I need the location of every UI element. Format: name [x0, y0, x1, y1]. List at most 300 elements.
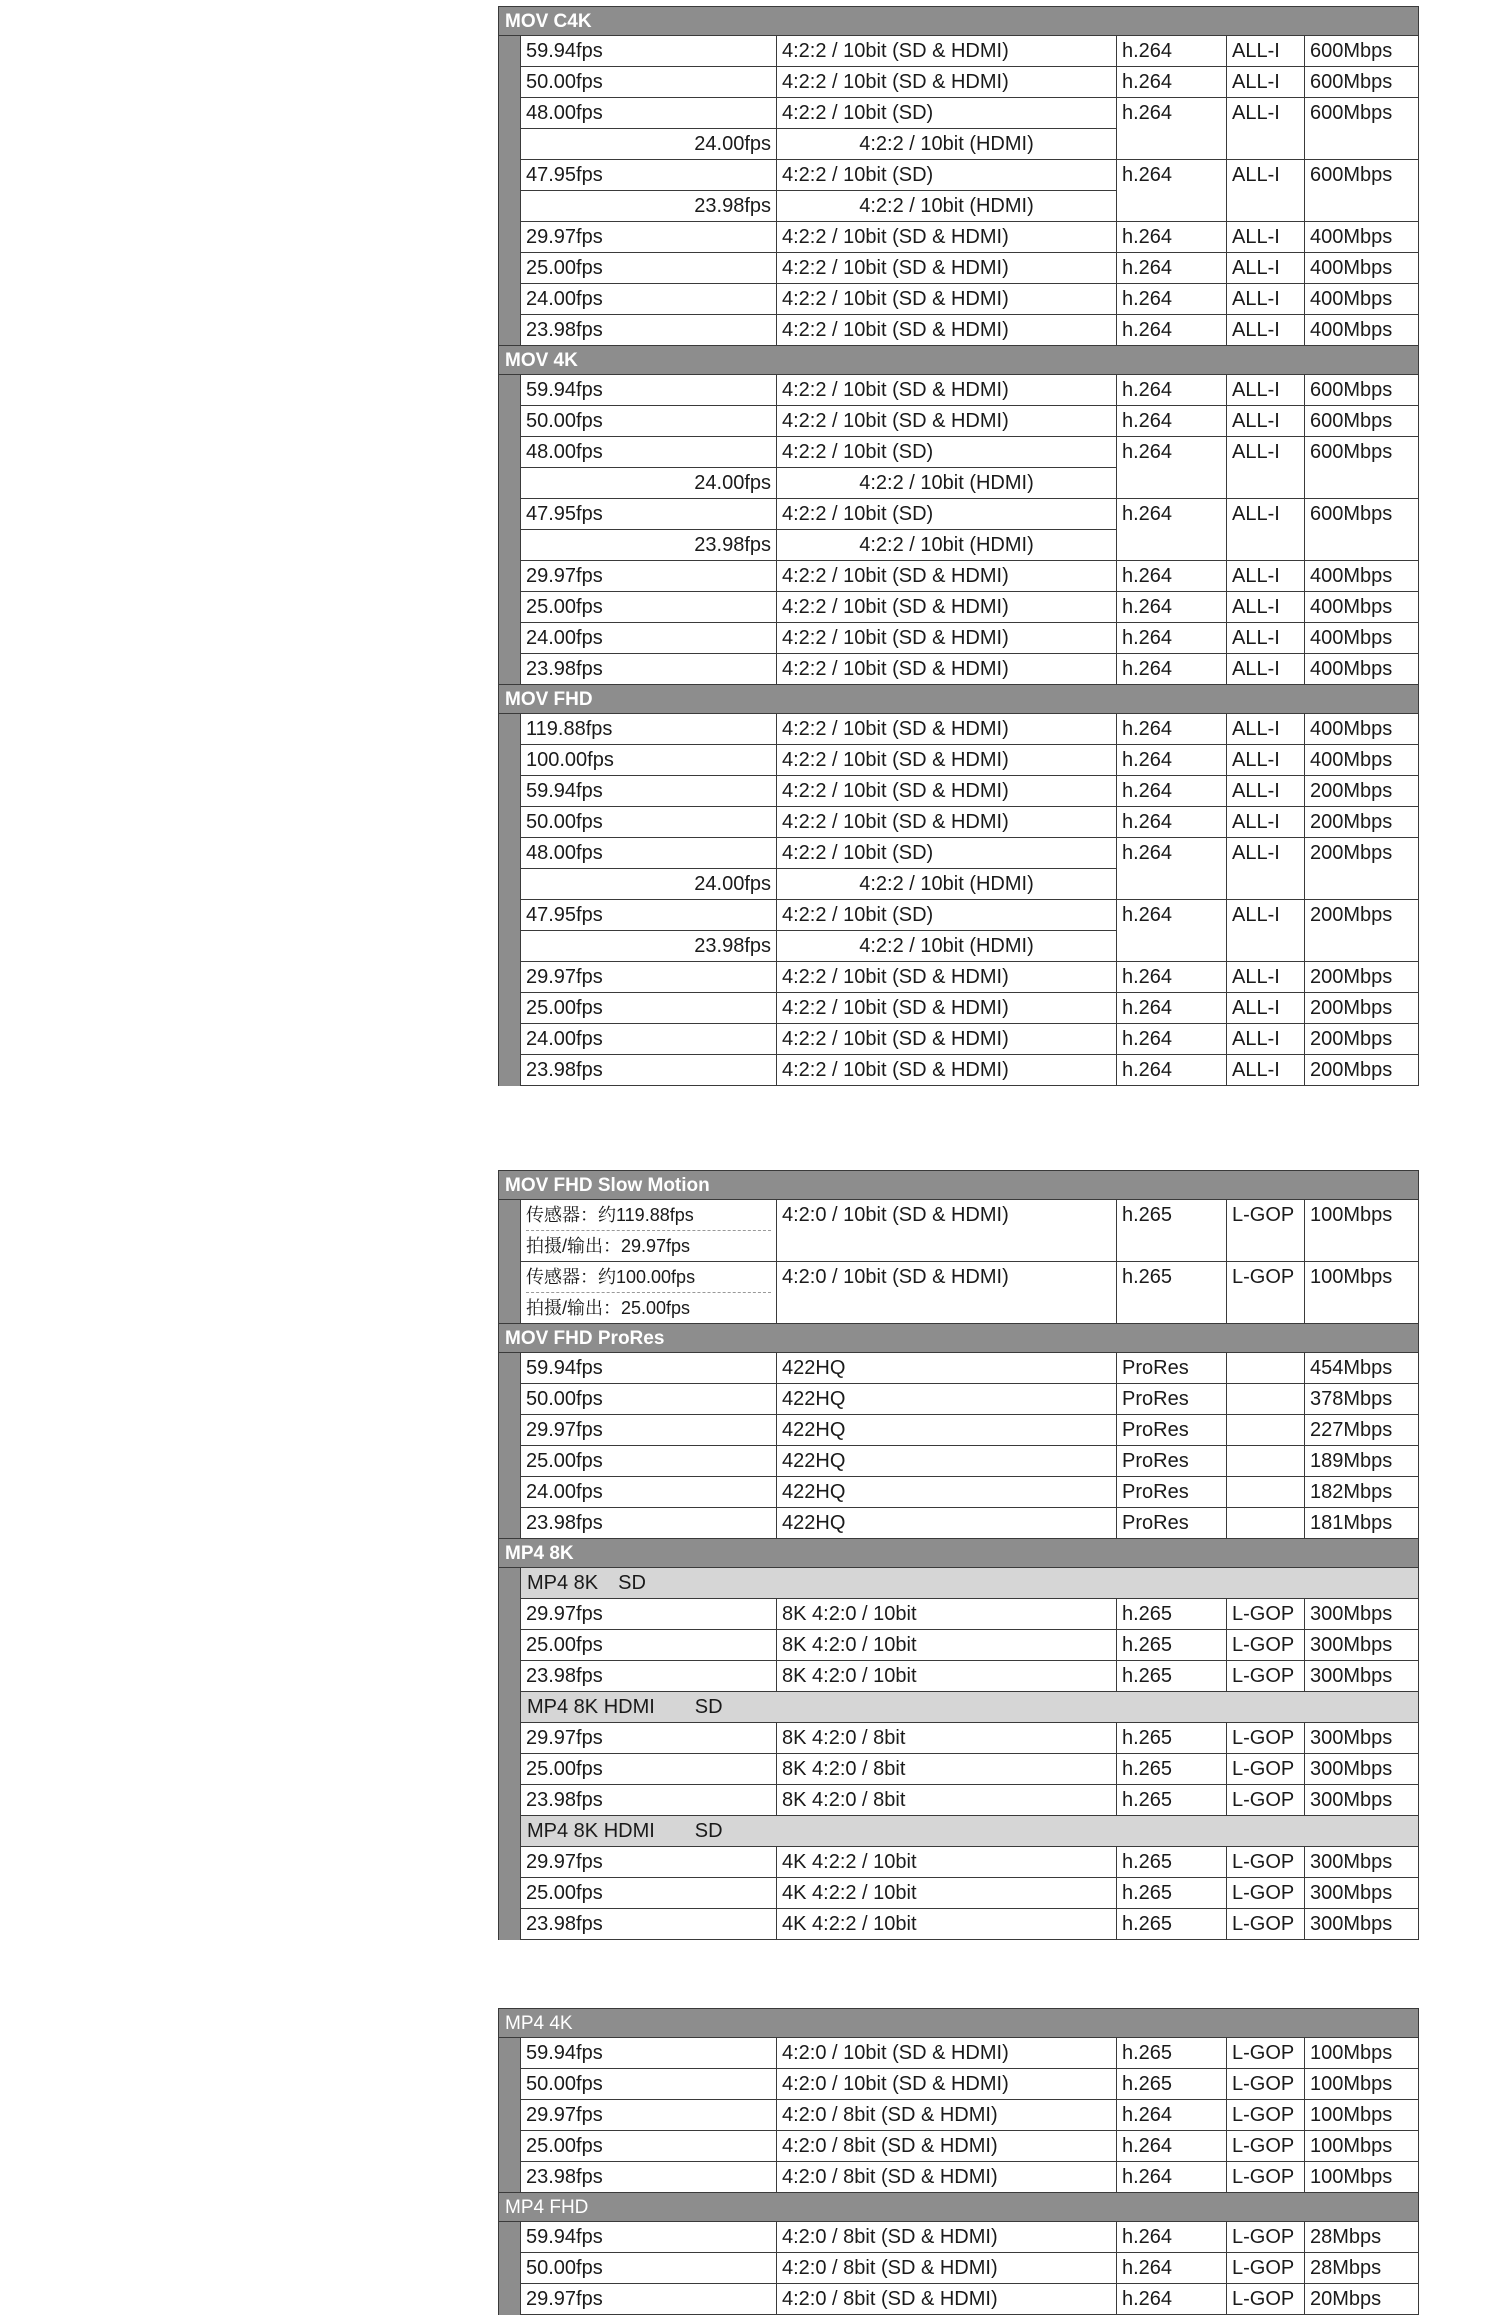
format-cell: 4:2:2 / 10bit (SD) [777, 437, 1117, 468]
fps-cell: 59.94fps [521, 776, 777, 807]
codec-cell: h.265 [1117, 1878, 1227, 1909]
bitrate-cell: 200Mbps [1305, 1024, 1419, 1055]
section-title: MOV FHD ProRes [499, 1324, 1419, 1353]
gop-cell: ALL-I [1227, 36, 1305, 67]
gop-cell: ALL-I [1227, 160, 1305, 222]
format-cell: 8K 4:2:0 / 8bit [777, 1754, 1117, 1785]
bitrate-cell: 600Mbps [1305, 406, 1419, 437]
hdmi-fps-cell: 24.00fps [521, 869, 777, 900]
fps-cell: 25.00fps [521, 1754, 777, 1785]
table-row [499, 36, 1419, 67]
fps-cell: 47.95fps [521, 900, 777, 931]
spec-table-mov [498, 6, 1419, 1086]
table-row [499, 1785, 1419, 1816]
hdmi-format-cell: 4:2:2 / 10bit (HDMI) [777, 931, 1117, 962]
codec-cell: h.264 [1117, 160, 1227, 222]
gop-cell: L-GOP [1227, 2284, 1305, 2315]
table-row [499, 1909, 1419, 1940]
gop-cell: ALL-I [1227, 561, 1305, 592]
fps-cell: 59.94fps [521, 36, 777, 67]
table-row [499, 2038, 1419, 2069]
section-title: MOV FHD Slow Motion [499, 1171, 1419, 1200]
fps-cell: 23.98fps [521, 1508, 777, 1539]
subsection-title: MP4 8K HDMI SD [521, 1692, 1419, 1723]
codec-cell: h.264 [1117, 561, 1227, 592]
table-row [499, 1055, 1419, 1086]
bitrate-cell: 300Mbps [1305, 1878, 1419, 1909]
table-row [499, 375, 1419, 406]
fps-cell: 48.00fps [521, 98, 777, 129]
bitrate-cell: 600Mbps [1305, 36, 1419, 67]
gop-cell: L-GOP [1227, 1878, 1305, 1909]
codec-cell: h.264 [1117, 253, 1227, 284]
format-cell: 4:2:2 / 10bit (SD & HDMI) [777, 1055, 1117, 1086]
fps-cell: 50.00fps [521, 406, 777, 437]
sensor-fps-text: 传感器：约100.00fps [526, 1267, 696, 1287]
table-row [499, 1353, 1419, 1384]
slowmo-fps-cell [521, 1262, 777, 1324]
fps-cell: 29.97fps [521, 2100, 777, 2131]
bitrate-cell: 400Mbps [1305, 745, 1419, 776]
fps-cell: 59.94fps [521, 1353, 777, 1384]
bitrate-cell: 200Mbps [1305, 900, 1419, 962]
codec-cell: h.265 [1117, 1200, 1227, 1262]
section-header [499, 2193, 1419, 2222]
section-side-bar [499, 1353, 521, 1539]
section-side-bar [499, 1568, 521, 1940]
fps-cell: 25.00fps [521, 1878, 777, 1909]
fps-cell: 23.98fps [521, 315, 777, 346]
fps-cell: 59.94fps [521, 375, 777, 406]
fps-cell: 59.94fps [521, 2038, 777, 2069]
gop-cell: L-GOP [1227, 1630, 1305, 1661]
bitrate-cell: 300Mbps [1305, 1661, 1419, 1692]
fps-cell: 25.00fps [521, 1446, 777, 1477]
section-title: MP4 4K [499, 2009, 1419, 2038]
fps-cell: 48.00fps [521, 838, 777, 869]
table-row [499, 745, 1419, 776]
fps-cell: 50.00fps [521, 807, 777, 838]
format-cell: 8K 4:2:0 / 10bit [777, 1599, 1117, 1630]
table-row [499, 1661, 1419, 1692]
codec-cell: h.264 [1117, 1055, 1227, 1086]
subsection-header [499, 1568, 1419, 1599]
bitrate-cell: 200Mbps [1305, 838, 1419, 900]
bitrate-cell: 300Mbps [1305, 1909, 1419, 1940]
fps-cell: 23.98fps [521, 1785, 777, 1816]
section-title: MOV FHD [499, 685, 1419, 714]
table-row [499, 1262, 1419, 1324]
format-cell: 4:2:2 / 10bit (SD) [777, 160, 1117, 191]
gop-cell: ALL-I [1227, 437, 1305, 499]
section-title: MP4 FHD [499, 2193, 1419, 2222]
format-cell: 4:2:2 / 10bit (SD) [777, 98, 1117, 129]
format-cell: 4:2:2 / 10bit (SD & HDMI) [777, 222, 1117, 253]
bitrate-cell: 378Mbps [1305, 1384, 1419, 1415]
table-row [499, 654, 1419, 685]
table-row [499, 1384, 1419, 1415]
format-cell: 4:2:0 / 10bit (SD & HDMI) [777, 2069, 1117, 2100]
format-cell: 4:2:2 / 10bit (SD & HDMI) [777, 776, 1117, 807]
hdmi-format-cell: 4:2:2 / 10bit (HDMI) [777, 468, 1117, 499]
section-header [499, 346, 1419, 375]
bitrate-cell: 400Mbps [1305, 315, 1419, 346]
format-cell: 4:2:2 / 10bit (SD & HDMI) [777, 592, 1117, 623]
bitrate-cell: 300Mbps [1305, 1847, 1419, 1878]
subsection-title: MP4 8K SD [521, 1568, 1419, 1599]
codec-cell: h.265 [1117, 1723, 1227, 1754]
table-row [499, 1477, 1419, 1508]
codec-cell: h.265 [1117, 2038, 1227, 2069]
codec-cell: h.265 [1117, 1630, 1227, 1661]
table-row [499, 807, 1419, 838]
table-row [499, 838, 1419, 869]
table-row [499, 1024, 1419, 1055]
section-header [499, 1171, 1419, 1200]
table-row [499, 2162, 1419, 2193]
format-cell: 8K 4:2:0 / 10bit [777, 1630, 1117, 1661]
fps-cell: 59.94fps [521, 2222, 777, 2253]
format-cell: 4:2:0 / 10bit (SD & HDMI) [777, 1262, 1117, 1324]
bitrate-cell: 400Mbps [1305, 253, 1419, 284]
format-cell: 4:2:2 / 10bit (SD) [777, 499, 1117, 530]
gop-cell: L-GOP [1227, 1599, 1305, 1630]
format-cell: 422HQ [777, 1415, 1117, 1446]
table-row [499, 2131, 1419, 2162]
bitrate-cell: 400Mbps [1305, 222, 1419, 253]
section-header [499, 1539, 1419, 1568]
fps-cell: 25.00fps [521, 993, 777, 1024]
hdmi-fps-cell: 24.00fps [521, 129, 777, 160]
hdmi-fps-cell: 24.00fps [521, 468, 777, 499]
fps-cell: 25.00fps [521, 253, 777, 284]
fps-cell: 50.00fps [521, 2253, 777, 2284]
format-cell: 4:2:2 / 10bit (SD & HDMI) [777, 36, 1117, 67]
section-title: MOV C4K [499, 7, 1419, 36]
format-cell: 422HQ [777, 1508, 1117, 1539]
gop-cell: L-GOP [1227, 1785, 1305, 1816]
gop-cell: L-GOP [1227, 1754, 1305, 1785]
gop-cell: L-GOP [1227, 1847, 1305, 1878]
section-side-bar [499, 714, 521, 1086]
slowmo-fps-cell [521, 1200, 777, 1262]
gop-cell: L-GOP [1227, 1661, 1305, 1692]
gop-cell: ALL-I [1227, 67, 1305, 98]
hdmi-fps-cell: 23.98fps [521, 530, 777, 561]
fps-cell: 24.00fps [521, 623, 777, 654]
gop-cell: L-GOP [1227, 1262, 1305, 1324]
codec-cell: h.264 [1117, 838, 1227, 900]
gop-cell [1227, 1353, 1305, 1384]
codec-cell: h.264 [1117, 315, 1227, 346]
codec-cell: h.265 [1117, 1661, 1227, 1692]
section-title: MP4 8K [499, 1539, 1419, 1568]
fps-cell: 29.97fps [521, 1415, 777, 1446]
table-row [499, 592, 1419, 623]
gop-cell: ALL-I [1227, 838, 1305, 900]
fps-cell: 25.00fps [521, 2131, 777, 2162]
spec-table-mp4 [498, 2008, 1419, 2315]
codec-cell: h.264 [1117, 499, 1227, 561]
format-cell: 4K 4:2:2 / 10bit [777, 1909, 1117, 1940]
codec-cell: h.264 [1117, 654, 1227, 685]
codec-cell: h.264 [1117, 2162, 1227, 2193]
section-side-bar [499, 1200, 521, 1324]
format-cell: 4:2:2 / 10bit (SD & HDMI) [777, 962, 1117, 993]
fps-cell: 29.97fps [521, 962, 777, 993]
bitrate-cell: 100Mbps [1305, 2038, 1419, 2069]
codec-cell: ProRes [1117, 1415, 1227, 1446]
gop-cell: ALL-I [1227, 406, 1305, 437]
gop-cell: ALL-I [1227, 776, 1305, 807]
bitrate-cell: 300Mbps [1305, 1754, 1419, 1785]
bitrate-cell: 200Mbps [1305, 807, 1419, 838]
bitrate-cell: 600Mbps [1305, 67, 1419, 98]
table-row [499, 2100, 1419, 2131]
gop-cell: ALL-I [1227, 993, 1305, 1024]
codec-cell: ProRes [1117, 1384, 1227, 1415]
format-cell: 4:2:0 / 8bit (SD & HDMI) [777, 2131, 1117, 2162]
gop-cell: ALL-I [1227, 315, 1305, 346]
bitrate-cell: 600Mbps [1305, 437, 1419, 499]
gop-cell: L-GOP [1227, 2222, 1305, 2253]
format-cell: 4:2:2 / 10bit (SD & HDMI) [777, 284, 1117, 315]
gop-cell: L-GOP [1227, 2131, 1305, 2162]
codec-cell: h.264 [1117, 962, 1227, 993]
codec-cell: h.264 [1117, 284, 1227, 315]
format-cell: 8K 4:2:0 / 10bit [777, 1661, 1117, 1692]
gop-cell: ALL-I [1227, 654, 1305, 685]
hdmi-format-cell: 4:2:2 / 10bit (HDMI) [777, 191, 1117, 222]
table-row [499, 315, 1419, 346]
bitrate-cell: 100Mbps [1305, 1200, 1419, 1262]
codec-cell: h.264 [1117, 776, 1227, 807]
fps-cell: 23.98fps [521, 1661, 777, 1692]
gop-cell [1227, 1477, 1305, 1508]
codec-cell: h.264 [1117, 745, 1227, 776]
fps-cell: 50.00fps [521, 1384, 777, 1415]
codec-cell: ProRes [1117, 1477, 1227, 1508]
output-fps-text: 拍摄/输出：29.97fps [526, 1230, 771, 1261]
section-title: MOV 4K [499, 346, 1419, 375]
subsection-header [499, 1692, 1419, 1723]
format-cell: 4K 4:2:2 / 10bit [777, 1878, 1117, 1909]
table-row [499, 1415, 1419, 1446]
gop-cell: L-GOP [1227, 1723, 1305, 1754]
format-cell: 4:2:2 / 10bit (SD & HDMI) [777, 67, 1117, 98]
fps-cell: 48.00fps [521, 437, 777, 468]
format-cell: 4:2:0 / 8bit (SD & HDMI) [777, 2284, 1117, 2315]
format-cell: 4:2:0 / 8bit (SD & HDMI) [777, 2100, 1117, 2131]
format-cell: 4:2:2 / 10bit (SD & HDMI) [777, 993, 1117, 1024]
hdmi-fps-cell: 23.98fps [521, 931, 777, 962]
fps-cell: 119.88fps [521, 714, 777, 745]
codec-cell: h.264 [1117, 807, 1227, 838]
bitrate-cell: 100Mbps [1305, 2069, 1419, 2100]
fps-cell: 24.00fps [521, 1024, 777, 1055]
codec-cell: h.265 [1117, 1754, 1227, 1785]
gop-cell [1227, 1508, 1305, 1539]
bitrate-cell: 300Mbps [1305, 1785, 1419, 1816]
subsection-header [499, 1816, 1419, 1847]
table-row [499, 499, 1419, 530]
format-cell: 4:2:0 / 8bit (SD & HDMI) [777, 2222, 1117, 2253]
bitrate-cell: 100Mbps [1305, 2162, 1419, 2193]
section-side-bar [499, 2222, 521, 2315]
table-row [499, 1200, 1419, 1262]
format-cell: 4:2:2 / 10bit (SD & HDMI) [777, 315, 1117, 346]
fps-cell: 23.98fps [521, 1055, 777, 1086]
gop-cell: L-GOP [1227, 2162, 1305, 2193]
fps-cell: 29.97fps [521, 2284, 777, 2315]
table-row [499, 714, 1419, 745]
table-row [499, 2222, 1419, 2253]
bitrate-cell: 200Mbps [1305, 993, 1419, 1024]
gop-cell: ALL-I [1227, 714, 1305, 745]
gop-cell: ALL-I [1227, 1055, 1305, 1086]
format-cell: 4:2:2 / 10bit (SD & HDMI) [777, 714, 1117, 745]
codec-cell: ProRes [1117, 1353, 1227, 1384]
gop-cell: ALL-I [1227, 592, 1305, 623]
bitrate-cell: 28Mbps [1305, 2253, 1419, 2284]
sensor-fps-text: 传感器：约119.88fps [526, 1205, 694, 1225]
fps-cell: 23.98fps [521, 1909, 777, 1940]
bitrate-cell: 189Mbps [1305, 1446, 1419, 1477]
codec-cell: h.265 [1117, 1909, 1227, 1940]
gop-cell: ALL-I [1227, 253, 1305, 284]
table-row [499, 1599, 1419, 1630]
fps-cell: 23.98fps [521, 654, 777, 685]
gop-cell: ALL-I [1227, 623, 1305, 654]
gop-cell: ALL-I [1227, 222, 1305, 253]
fps-cell: 25.00fps [521, 1630, 777, 1661]
gop-cell [1227, 1384, 1305, 1415]
codec-cell: h.264 [1117, 36, 1227, 67]
bitrate-cell: 28Mbps [1305, 2222, 1419, 2253]
fps-cell: 25.00fps [521, 592, 777, 623]
codec-cell: h.264 [1117, 623, 1227, 654]
bitrate-cell: 300Mbps [1305, 1630, 1419, 1661]
gop-cell: ALL-I [1227, 900, 1305, 962]
table-row [499, 67, 1419, 98]
table-row [499, 2284, 1419, 2315]
table-row [499, 98, 1419, 129]
fps-cell: 29.97fps [521, 222, 777, 253]
table-row [499, 1630, 1419, 1661]
bitrate-cell: 100Mbps [1305, 2100, 1419, 2131]
bitrate-cell: 100Mbps [1305, 2131, 1419, 2162]
table-row [499, 222, 1419, 253]
table-row [499, 993, 1419, 1024]
table-row [499, 160, 1419, 191]
format-cell: 4:2:2 / 10bit (SD & HDMI) [777, 561, 1117, 592]
format-cell: 4K 4:2:2 / 10bit [777, 1847, 1117, 1878]
codec-cell: h.265 [1117, 1785, 1227, 1816]
gop-cell: ALL-I [1227, 1024, 1305, 1055]
codec-cell: h.264 [1117, 1024, 1227, 1055]
format-cell: 4:2:2 / 10bit (SD) [777, 838, 1117, 869]
codec-cell: ProRes [1117, 1508, 1227, 1539]
section-side-bar [499, 2038, 521, 2193]
fps-cell: 24.00fps [521, 284, 777, 315]
format-cell: 422HQ [777, 1384, 1117, 1415]
format-cell: 4:2:2 / 10bit (SD) [777, 900, 1117, 931]
table-row [499, 2253, 1419, 2284]
section-side-bar [499, 375, 521, 685]
format-cell: 4:2:2 / 10bit (SD & HDMI) [777, 807, 1117, 838]
table-row [499, 1508, 1419, 1539]
format-cell: 422HQ [777, 1446, 1117, 1477]
hdmi-fps-cell: 23.98fps [521, 191, 777, 222]
fps-cell: 50.00fps [521, 67, 777, 98]
bitrate-cell: 200Mbps [1305, 962, 1419, 993]
gop-cell: ALL-I [1227, 98, 1305, 160]
fps-cell: 47.95fps [521, 160, 777, 191]
table-row [499, 561, 1419, 592]
bitrate-cell: 181Mbps [1305, 1508, 1419, 1539]
bitrate-cell: 400Mbps [1305, 592, 1419, 623]
output-fps-text: 拍摄/输出：25.00fps [526, 1292, 771, 1323]
codec-cell: h.264 [1117, 375, 1227, 406]
bitrate-cell: 300Mbps [1305, 1723, 1419, 1754]
table-row [499, 1754, 1419, 1785]
format-cell: 4:2:2 / 10bit (SD & HDMI) [777, 745, 1117, 776]
subsection-title: MP4 8K HDMI SD [521, 1816, 1419, 1847]
fps-cell: 29.97fps [521, 1599, 777, 1630]
bitrate-cell: 200Mbps [1305, 776, 1419, 807]
format-cell: 4:2:0 / 10bit (SD & HDMI) [777, 1200, 1117, 1262]
format-cell: 4:2:2 / 10bit (SD & HDMI) [777, 623, 1117, 654]
format-cell: 4:2:2 / 10bit (SD & HDMI) [777, 253, 1117, 284]
gop-cell: L-GOP [1227, 2069, 1305, 2100]
bitrate-cell: 454Mbps [1305, 1353, 1419, 1384]
format-cell: 8K 4:2:0 / 8bit [777, 1723, 1117, 1754]
codec-cell: h.264 [1117, 2222, 1227, 2253]
codec-cell: h.264 [1117, 2253, 1227, 2284]
bitrate-cell: 600Mbps [1305, 98, 1419, 160]
fps-cell: 29.97fps [521, 1847, 777, 1878]
fps-cell: 29.97fps [521, 561, 777, 592]
bitrate-cell: 227Mbps [1305, 1415, 1419, 1446]
hdmi-format-cell: 4:2:2 / 10bit (HDMI) [777, 869, 1117, 900]
bitrate-cell: 300Mbps [1305, 1599, 1419, 1630]
bitrate-cell: 600Mbps [1305, 160, 1419, 222]
codec-cell: h.264 [1117, 2131, 1227, 2162]
fps-cell: 24.00fps [521, 1477, 777, 1508]
format-cell: 4:2:0 / 8bit (SD & HDMI) [777, 2162, 1117, 2193]
bitrate-cell: 20Mbps [1305, 2284, 1419, 2315]
bitrate-cell: 400Mbps [1305, 284, 1419, 315]
table-row [499, 962, 1419, 993]
gop-cell: ALL-I [1227, 499, 1305, 561]
codec-cell: h.264 [1117, 67, 1227, 98]
fps-cell: 50.00fps [521, 2069, 777, 2100]
codec-cell: h.264 [1117, 222, 1227, 253]
gop-cell: L-GOP [1227, 2038, 1305, 2069]
codec-cell: h.264 [1117, 406, 1227, 437]
bitrate-cell: 200Mbps [1305, 1055, 1419, 1086]
codec-cell: h.265 [1117, 2069, 1227, 2100]
codec-cell: h.264 [1117, 437, 1227, 499]
format-cell: 4:2:2 / 10bit (SD & HDMI) [777, 654, 1117, 685]
format-cell: 8K 4:2:0 / 8bit [777, 1785, 1117, 1816]
codec-cell: h.264 [1117, 993, 1227, 1024]
format-cell: 4:2:0 / 10bit (SD & HDMI) [777, 2038, 1117, 2069]
hdmi-format-cell: 4:2:2 / 10bit (HDMI) [777, 129, 1117, 160]
table-row [499, 1446, 1419, 1477]
codec-cell: h.265 [1117, 1599, 1227, 1630]
gop-cell [1227, 1446, 1305, 1477]
